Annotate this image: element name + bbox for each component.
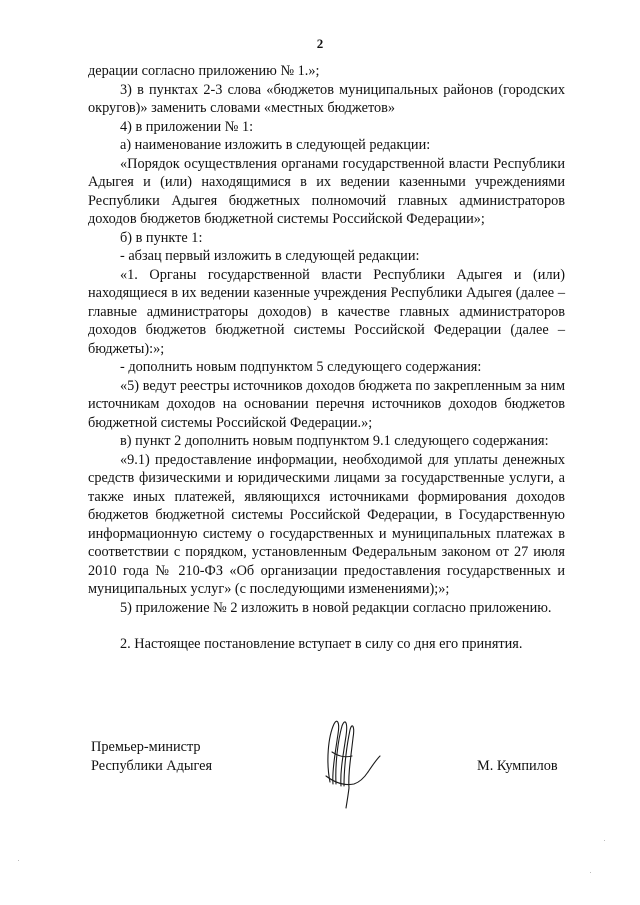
signer-title-line: Республики Адыгея [91, 757, 213, 774]
document-body [88, 62, 565, 654]
paragraph: в) пункт 2 дополнить новым подпунктом 9.1 следующего содержания: [120, 433, 549, 449]
paragraph: 5) приложение № 2 изложить в новой редакции согласно приложению. [120, 599, 552, 616]
paragraph: - абзац первый изложить в следующей редакции: [120, 248, 420, 264]
effective-date-paragraph: 2. Настоящее постановление вступает в силу со дня его принятия. [120, 636, 523, 652]
paragraph: - дополнить новым подпунктом 5 следующего содержания: [120, 359, 482, 375]
paragraph: 4) в приложении № 1: [120, 118, 254, 135]
paragraph: «Порядок осуществления органами государственной власти Республики Адыгея и (или) находящимися в их ведении казенными учреждениями Республики Адыгея бюджетных полномочий главных администраторов доходов бюджетов бюджетной системы Российской Федерации»; [88, 155, 565, 227]
paragraph: б) в пункте 1: [120, 229, 203, 246]
paragraph: дерации согласно приложению № 1.»; [88, 63, 320, 79]
scan-speck [604, 840, 605, 841]
paragraph: 3) в пунктах 2-3 слова «бюджетов муниципальных районов (городских округов)» заменить словами «местных бюджетов» [88, 81, 565, 116]
paragraph: «5) ведут реестры источников доходов бюджета по закрепленным за ним источникам доходов на основании перечня источников доходов бюджетов бюджетной системы Российской Федерации.»; [88, 377, 565, 431]
paragraph: «1. Органы государственной власти Республики Адыгея и (или) находящиеся в их ведении казенные учреждения Республики Адыгея (далее – главные администраторы доходов) в качестве главных администраторов доходов бюджетов бюджетной системы Российской Федерации (далее – бюджеты):»; [88, 266, 565, 357]
signer-title-line: Премьер-министр [91, 739, 201, 755]
page-number: 2 [316, 36, 324, 51]
handwritten-signature [308, 712, 388, 812]
signer-title [91, 738, 212, 775]
paragraph: «9.1) предоставление информации, необходимой для уплаты денежных средств физическими и юридическими лицами за государственные услуги, а также иных платежей, являющихся источниками формирования доходов бюджетов бюджетной системы Российской Федерации, в Государственную информационную систему о государственных и муниципальных платежах в соответствии с порядком, установленным Федеральным законом от 27 июля 2010 года № 210-ФЗ «Об организации предоставления государственных и муниципальных услуг» (с последующими изменениями);»; [88, 451, 565, 597]
signer-name: М. Кумпилов [477, 758, 558, 774]
paragraph: а) наименование изложить в следующей редакции: [120, 137, 431, 153]
scan-speck [18, 860, 19, 861]
scan-speck [590, 872, 591, 873]
